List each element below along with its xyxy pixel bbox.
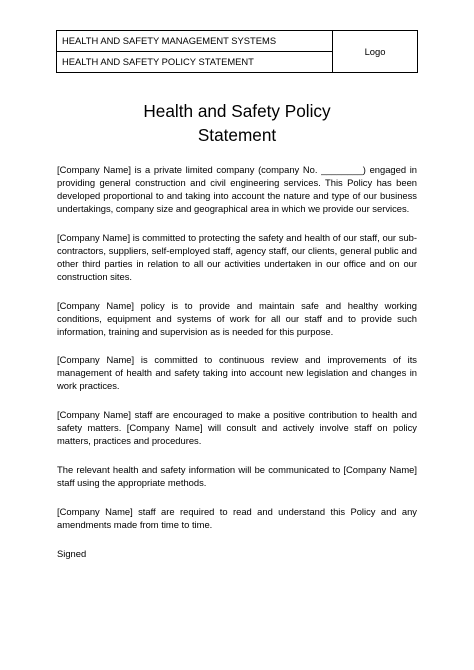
- policy-body: [57, 163, 417, 560]
- signed-label: Signed: [57, 547, 87, 559]
- title-line-2: Statement: [197, 125, 277, 145]
- logo-placeholder: Logo: [333, 31, 418, 73]
- policy-statement-cell: HEALTH AND SAFETY POLICY STATEMENT: [57, 52, 333, 73]
- document-header-table: [56, 30, 418, 73]
- policy-paragraph-continuous-review: [Company Name] is committed to continuous review and improvements of its management of health and safety taking into account new legislation and changes in work practices.: [57, 354, 417, 392]
- policy-paragraph-communication: The relevant health and safety information will be communicated to [Company Name] staff using the appropriate methods.: [57, 463, 417, 488]
- policy-paragraph-staff-consultation: [Company Name] staff are encouraged to make a positive contribution to health and safety matters. [Company Name] will consult and actively involve staff on policy matters, practices and procedures.: [57, 409, 417, 447]
- management-systems-cell: HEALTH AND SAFETY MANAGEMENT SYSTEMS: [57, 31, 333, 52]
- policy-paragraph-read-and-understand: [Company Name] staff are required to read and understand this Policy and any amendments made from time to time.: [57, 505, 417, 530]
- title-line-1: Health and Safety Policy: [143, 101, 331, 121]
- policy-paragraph-company-overview: [Company Name] is a private limited company (company No. ________) engaged in providing general construction and civil engineering services. This Policy has been developed proportional to and taking into account the nature and type of our business undertakings, company size and geographical area in which we provide our services.: [57, 164, 417, 214]
- policy-paragraph-working-conditions: [Company Name] policy is to provide and maintain safe and healthy working conditions, equipment and systems of work for all our staff and to provide such information, training and supervision as is needed for this purpose.: [57, 299, 417, 337]
- document-title: [56, 99, 418, 147]
- policy-paragraph-commitment: [Company Name] is committed to protecting the safety and health of our staff, our sub-contractors, suppliers, self-employed staff, agency staff, our clients, general public and other third parties in relation to all our activities undertaken in our office and on our construction sites.: [57, 231, 417, 282]
